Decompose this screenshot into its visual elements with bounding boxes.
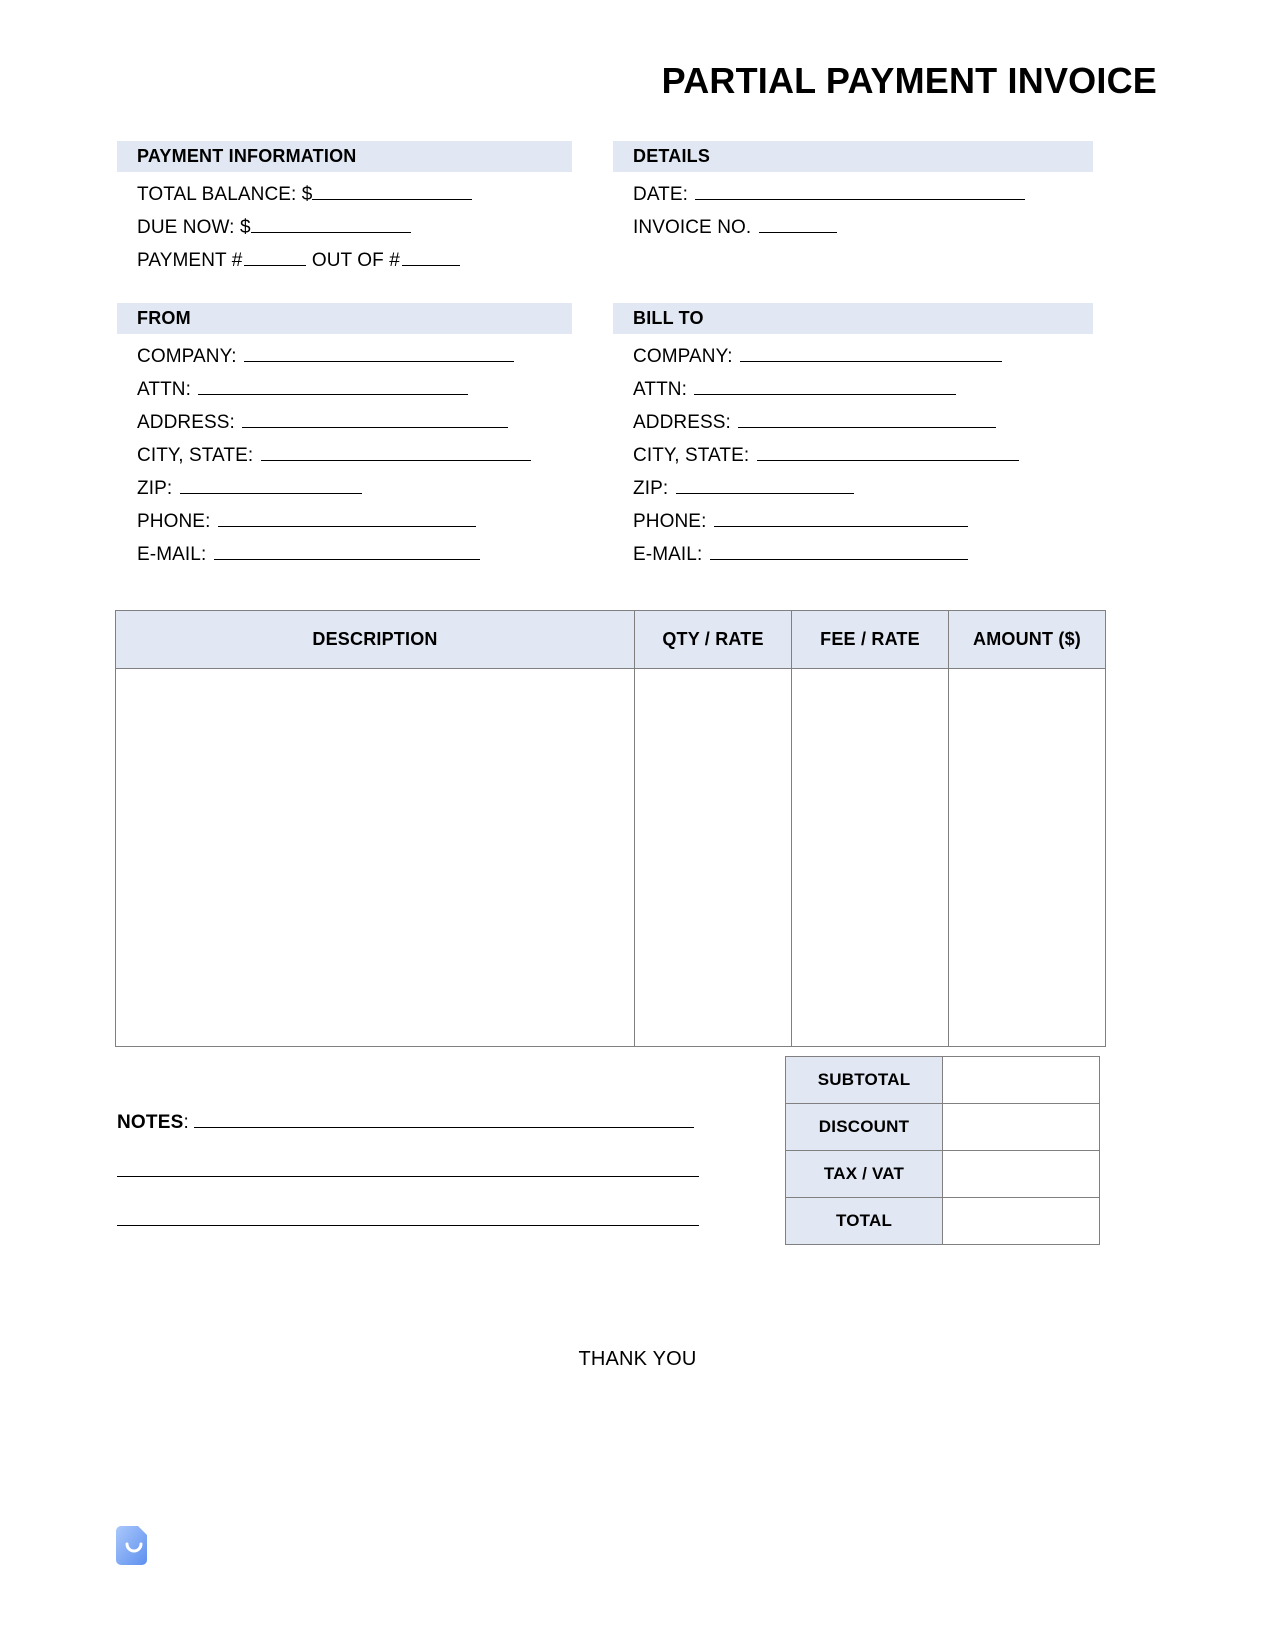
field-input-rule[interactable]	[312, 184, 472, 200]
from-fields	[117, 334, 572, 571]
field-input-rule[interactable]	[694, 379, 956, 395]
payment-information-section	[117, 141, 572, 277]
payment-information-fields	[117, 172, 572, 277]
column-header-qty-rate: QTY / RATE	[635, 611, 792, 669]
totals-value-subtotal[interactable]	[943, 1057, 1100, 1104]
totals-value-tax-vat[interactable]	[943, 1151, 1100, 1198]
bill-to-field-company	[613, 340, 1093, 373]
bill-to-fields	[613, 334, 1093, 571]
field-input-rule[interactable]	[251, 217, 411, 233]
field-label: ATTN:	[633, 379, 687, 400]
field-input-rule[interactable]	[710, 544, 968, 560]
cell-amount[interactable]	[949, 669, 1106, 1047]
details-heading: DETAILS	[613, 141, 1093, 172]
field-input-rule[interactable]	[261, 445, 531, 461]
notes-line-1	[117, 1098, 717, 1147]
from-field-phone	[117, 505, 572, 538]
bill-to-field-address	[613, 406, 1093, 439]
from-field-address	[117, 406, 572, 439]
field-input-rule[interactable]	[759, 217, 837, 233]
field-input-rule[interactable]	[242, 412, 508, 428]
field-input-rule[interactable]	[244, 346, 514, 362]
field-total-balance	[117, 178, 572, 211]
field-label: ATTN:	[137, 379, 191, 400]
field-input-rule[interactable]	[757, 445, 1019, 461]
field-input-rule[interactable]	[244, 250, 306, 266]
notes-line-2	[117, 1147, 717, 1196]
field-due-now	[117, 211, 572, 244]
field-invoice-no	[613, 211, 1093, 244]
field-label: CITY, STATE:	[137, 445, 254, 466]
field-input-rule[interactable]	[198, 379, 468, 395]
field-label: DATE:	[633, 184, 689, 205]
from-heading: FROM	[117, 303, 572, 334]
field-input-rule[interactable]	[214, 544, 480, 560]
totals-row-total	[786, 1198, 1100, 1245]
field-label: COMPANY:	[137, 346, 237, 367]
field-input-rule[interactable]	[402, 250, 460, 266]
totals-row-subtotal	[786, 1057, 1100, 1104]
field-input-rule[interactable]	[714, 511, 968, 527]
totals-table	[785, 1056, 1100, 1245]
field-input-rule[interactable]	[740, 346, 1002, 362]
field-input-rule[interactable]	[180, 478, 362, 494]
column-header-fee-rate: FEE / RATE	[792, 611, 949, 669]
field-label-out-of: OUT OF #	[311, 250, 400, 271]
field-input-rule[interactable]	[738, 412, 996, 428]
notes-section	[117, 1098, 717, 1245]
from-field-zip	[117, 472, 572, 505]
page-title: PARTIAL PAYMENT INVOICE	[661, 60, 1157, 101]
from-section	[117, 303, 572, 571]
cell-description[interactable]	[116, 669, 635, 1047]
totals-label-discount: DISCOUNT	[786, 1104, 943, 1151]
bill-to-field-phone	[613, 505, 1093, 538]
payment-information-heading: PAYMENT INFORMATION	[117, 141, 572, 172]
field-label: PHONE:	[137, 511, 211, 532]
notes-input-rule[interactable]	[117, 1161, 699, 1177]
document-logo-icon	[115, 1520, 153, 1566]
field-label: TOTAL BALANCE: $	[137, 184, 313, 205]
details-fields	[613, 172, 1093, 244]
field-date	[613, 178, 1093, 211]
field-label: PAYMENT #	[137, 250, 243, 271]
notes-separator: :	[183, 1112, 189, 1133]
totals-row-tax-vat	[786, 1151, 1100, 1198]
field-label: COMPANY:	[633, 346, 733, 367]
field-label: ADDRESS:	[633, 412, 731, 433]
field-input-rule[interactable]	[218, 511, 476, 527]
column-header-amount: AMOUNT ($)	[949, 611, 1106, 669]
cell-fee-rate[interactable]	[792, 669, 949, 1047]
field-input-rule[interactable]	[695, 184, 1025, 200]
notes-line-3	[117, 1196, 717, 1245]
field-label: DUE NOW: $	[137, 217, 251, 238]
line-items-entry-row	[116, 669, 1106, 1047]
totals-value-total[interactable]	[943, 1198, 1100, 1245]
cell-qty-rate[interactable]	[635, 669, 792, 1047]
from-field-company	[117, 340, 572, 373]
field-label: PHONE:	[633, 511, 707, 532]
field-label: E-MAIL:	[137, 544, 207, 565]
bill-to-section	[613, 303, 1093, 571]
bill-to-field-email	[613, 538, 1093, 571]
totals-value-discount[interactable]	[943, 1104, 1100, 1151]
column-header-description: DESCRIPTION	[116, 611, 635, 669]
from-field-email	[117, 538, 572, 571]
line-items-table	[115, 610, 1106, 1047]
details-section	[613, 141, 1093, 244]
totals-label-total: TOTAL	[786, 1198, 943, 1245]
line-items-header-row	[116, 611, 1106, 669]
bill-to-field-zip	[613, 472, 1093, 505]
bill-to-heading: BILL TO	[613, 303, 1093, 334]
field-label: INVOICE NO.	[633, 217, 752, 238]
bill-to-field-city-state	[613, 439, 1093, 472]
field-payment-number	[117, 244, 572, 277]
field-label: ZIP:	[137, 478, 173, 499]
field-label: E-MAIL:	[633, 544, 703, 565]
notes-input-rule[interactable]	[117, 1210, 699, 1226]
notes-label: NOTES	[117, 1112, 184, 1133]
notes-input-rule[interactable]	[194, 1112, 694, 1128]
bill-to-field-attn	[613, 373, 1093, 406]
field-input-rule[interactable]	[676, 478, 854, 494]
totals-label-tax-vat: TAX / VAT	[786, 1151, 943, 1198]
thank-you-note: THANK YOU	[578, 1348, 697, 1370]
field-label: ADDRESS:	[137, 412, 235, 433]
field-label: CITY, STATE:	[633, 445, 750, 466]
from-field-city-state	[117, 439, 572, 472]
totals-row-discount	[786, 1104, 1100, 1151]
from-field-attn	[117, 373, 572, 406]
totals-label-subtotal: SUBTOTAL	[786, 1057, 943, 1104]
field-label: ZIP:	[633, 478, 669, 499]
